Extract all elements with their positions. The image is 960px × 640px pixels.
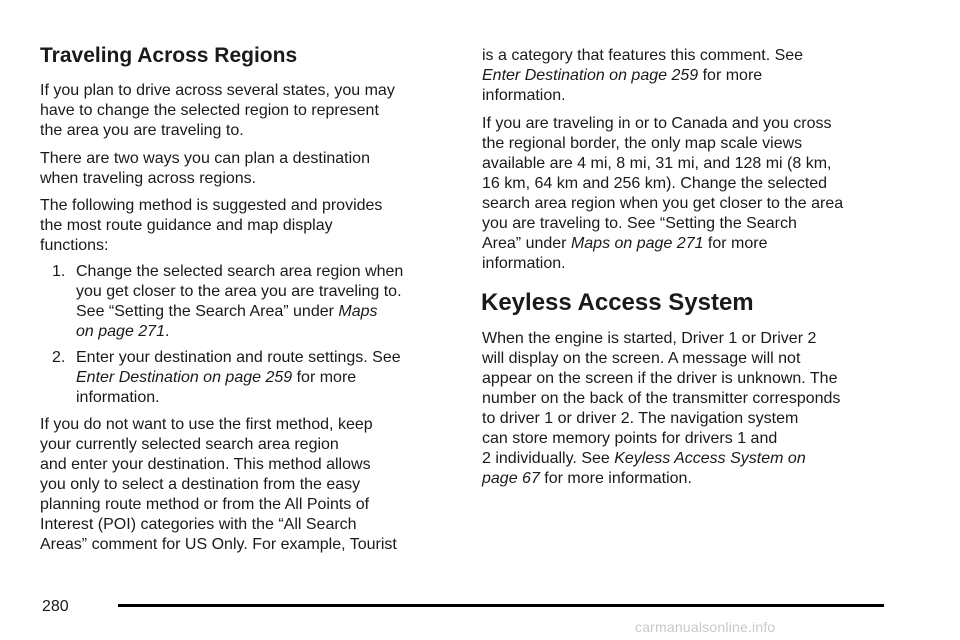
paragraph-line: available are 4 mi, 8 mi, 31 mi, and 128 mi (8 km, bbox=[482, 155, 832, 172]
paragraph-line: and enter your destination. This method allows bbox=[40, 456, 371, 473]
paragraph-line: There are two ways you can plan a destination bbox=[40, 150, 370, 167]
list-line: information. bbox=[76, 389, 160, 406]
paragraph-line: appear on the screen if the driver is unknown. The bbox=[482, 370, 838, 387]
cross-reference-link[interactable]: page 67 bbox=[482, 470, 540, 487]
paragraph-line: information. bbox=[482, 87, 566, 104]
paragraph-line: you only to select a destination from the easy bbox=[40, 476, 361, 493]
paragraph-text: for more information. bbox=[539, 470, 692, 487]
paragraph-line: Interest (POI) categories with the “All Search bbox=[40, 516, 357, 533]
list-line: you get closer to the area you are traveling to. bbox=[76, 283, 402, 300]
paragraph-line: The following method is suggested and provides bbox=[40, 197, 383, 214]
list-text: See “Setting the Search Area” under bbox=[76, 303, 339, 320]
list-number: 1. bbox=[52, 263, 66, 280]
paragraph-line: If you plan to drive across several states, you may bbox=[40, 82, 395, 99]
paragraph-line: planning route method or from the All Points of bbox=[40, 496, 370, 513]
list-line bbox=[76, 368, 356, 388]
paragraph-line: 16 km, 64 km and 256 km). Change the selected bbox=[482, 175, 828, 192]
paragraph-line: If you are traveling in or to Canada and you cross bbox=[482, 115, 832, 132]
list-line bbox=[76, 302, 378, 322]
paragraph-line: number on the back of the transmitter corresponds bbox=[482, 390, 841, 407]
section-heading-traveling: Traveling Across Regions bbox=[40, 44, 298, 67]
cross-reference-link[interactable]: on page 271 bbox=[76, 323, 165, 340]
paragraph-line: the most route guidance and map display bbox=[40, 217, 333, 234]
paragraph-text: 2 individually. See bbox=[482, 450, 615, 467]
paragraph-line: have to change the selected region to represent bbox=[40, 102, 379, 119]
paragraph-line: search area region when you get closer to the area bbox=[482, 195, 844, 212]
list-line: Change the selected search area region when bbox=[76, 263, 404, 280]
paragraph-text: Area” under bbox=[482, 235, 571, 252]
paragraph-line: will display on the screen. A message will not bbox=[482, 350, 801, 367]
paragraph-line: If you do not want to use the first method, keep bbox=[40, 416, 373, 433]
paragraph-line: the regional border, the only map scale views bbox=[482, 135, 803, 152]
paragraph-line: to driver 1 or driver 2. The navigation system bbox=[482, 410, 799, 427]
cross-reference-link[interactable]: Keyless Access System on bbox=[614, 450, 806, 467]
list-number: 2. bbox=[52, 349, 66, 366]
paragraph-text: for more bbox=[703, 235, 768, 252]
paragraph-line bbox=[482, 449, 806, 469]
paragraph-line: functions: bbox=[40, 237, 109, 254]
paragraph-line: can store memory points for drivers 1 and bbox=[482, 430, 778, 447]
paragraph-line bbox=[482, 66, 762, 86]
paragraph-line: your currently selected search area region bbox=[40, 436, 339, 453]
paragraph-text: for more bbox=[698, 67, 763, 84]
paragraph-line bbox=[482, 469, 692, 489]
list-line: Enter your destination and route settings. See bbox=[76, 349, 401, 366]
paragraph-line: Areas” comment for US Only. For example, Tourist bbox=[40, 536, 397, 553]
paragraph-line: information. bbox=[482, 255, 566, 272]
page-number: 280 bbox=[42, 598, 69, 615]
cross-reference-link[interactable]: Enter Destination on page 259 bbox=[76, 369, 293, 386]
paragraph-line bbox=[482, 234, 768, 254]
paragraph-line: When the engine is started, Driver 1 or Driver 2 bbox=[482, 330, 817, 347]
cross-reference-link[interactable]: Enter Destination on page 259 bbox=[482, 67, 699, 84]
list-text: for more bbox=[292, 369, 357, 386]
list-text: . bbox=[164, 323, 170, 340]
paragraph-line: you are traveling to. See “Setting the Search bbox=[482, 215, 797, 232]
footer-rule bbox=[118, 604, 884, 607]
paragraph-line: when traveling across regions. bbox=[40, 170, 257, 187]
cross-reference-link[interactable]: Maps on page 271 bbox=[570, 235, 704, 252]
paragraph-line: is a category that features this comment. See bbox=[482, 47, 804, 64]
paragraph-line: the area you are traveling to. bbox=[40, 122, 244, 139]
list-line bbox=[76, 322, 169, 342]
cross-reference-link[interactable]: Maps bbox=[338, 303, 378, 320]
section-heading-keyless: Keyless Access System bbox=[481, 289, 754, 316]
watermark-text: carmanualsonline.info bbox=[635, 619, 776, 635]
